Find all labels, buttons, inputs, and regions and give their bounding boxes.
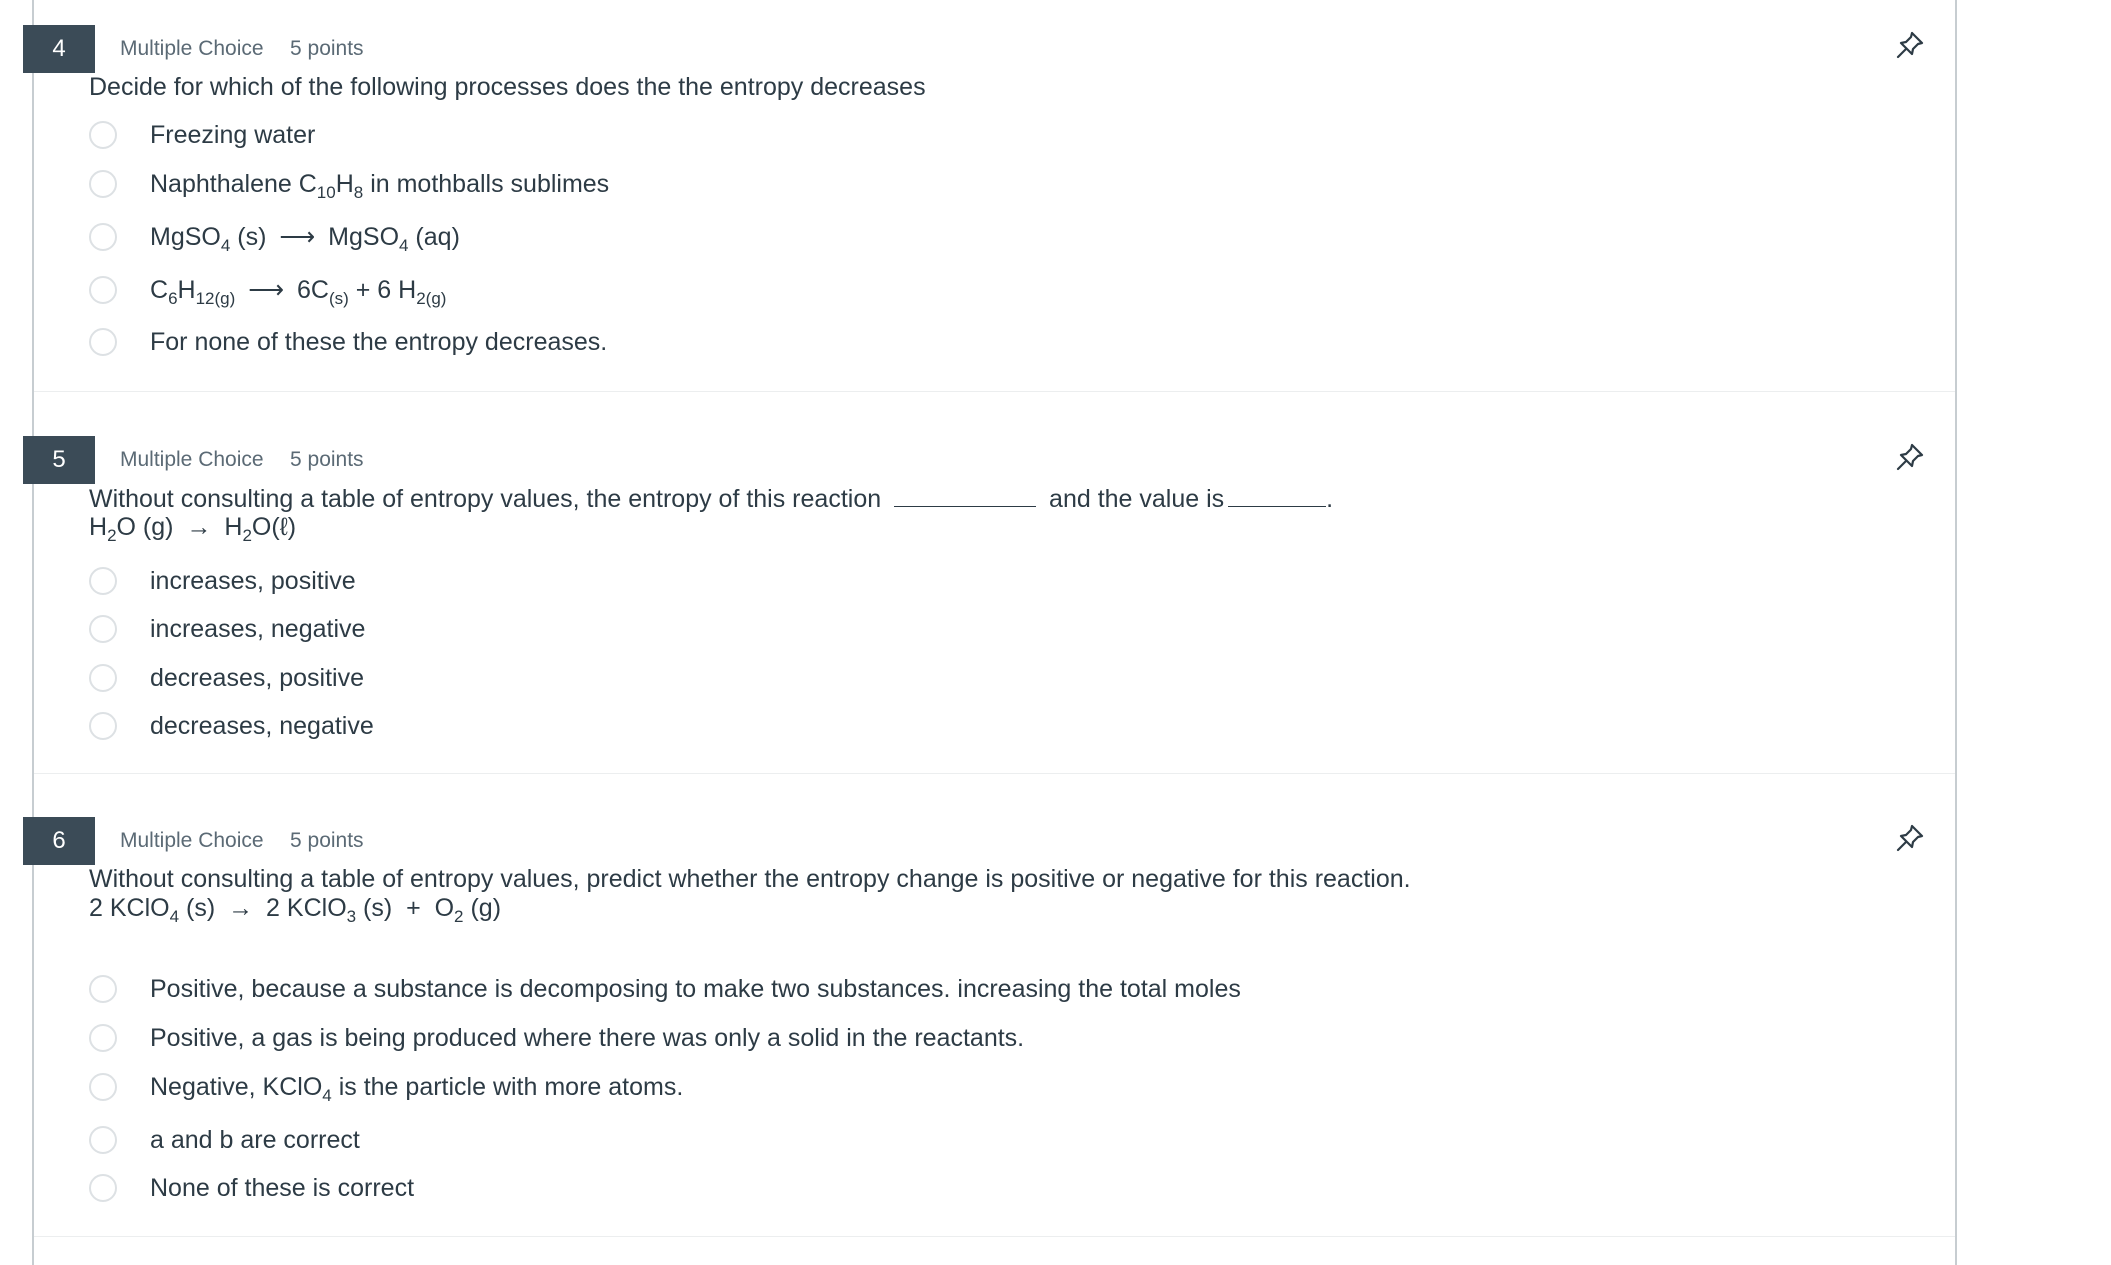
option-label: increases, positive [150,566,356,595]
radio-empty-icon[interactable] [89,615,117,643]
answer-option[interactable] [89,609,1489,649]
option-label: Negative, KClO$_4$ is the particle with more atoms. [150,1072,684,1105]
answer-option[interactable] [89,1067,1489,1107]
answer-blank [1228,484,1326,507]
answer-option[interactable] [89,1168,1489,1208]
question-type: Multiple Choice [120,829,264,852]
option-label: Positive, a gas is being produced where there was only a solid in the reactants. [150,1023,1025,1052]
pin-icon[interactable] [1893,440,1927,474]
radio-empty-icon[interactable] [89,276,117,304]
answer-option[interactable] [89,561,1489,601]
radio-empty-icon[interactable] [89,975,117,1003]
question-points: 5 points [290,448,364,471]
question-points: 5 points [290,829,364,852]
answer-option[interactable] [89,969,1489,1009]
radio-empty-icon[interactable] [89,1024,117,1052]
radio-empty-icon[interactable] [89,1126,117,1154]
reaction-equation: 2 KClO$_4$ (s) → 2 KClO$_3$ $(s) + O_2$ (g) [89,894,502,926]
answer-option[interactable] [89,322,1489,362]
question-type: Multiple Choice [120,448,264,471]
question-divider [34,1236,1955,1237]
question-divider [34,773,1955,774]
question-divider [34,391,1955,392]
option-label: a and b are correct [150,1125,360,1154]
prompt-text: and the value is [1049,485,1225,513]
answer-option[interactable] [89,1120,1489,1160]
prompt-text: Without consulting a table of entropy values, the entropy of this reaction [89,485,882,513]
answer-option[interactable] [89,1018,1489,1058]
option-label: Naphthalene $C_{10}H_8$ in mothballs sublimes [150,169,610,202]
pin-icon[interactable] [1893,821,1927,855]
answer-option[interactable] [89,115,1489,155]
option-label: increases, negative [150,614,366,643]
answer-option[interactable] [89,270,1489,310]
option-label: For none of these the entropy decreases. [150,327,608,356]
question-prompt [89,484,1333,514]
answer-option[interactable] [89,658,1489,698]
radio-empty-icon[interactable] [89,567,117,595]
radio-empty-icon[interactable] [89,121,117,149]
option-label: decreases, positive [150,663,365,692]
question-number: 6 [23,817,95,865]
answer-option[interactable] [89,164,1489,204]
radio-empty-icon[interactable] [89,170,117,198]
question-prompt: Without consulting a table of entropy values, predict whether the entropy change is positive or negative for this reaction. [89,865,1411,893]
answer-option[interactable] [89,217,1489,257]
pin-icon[interactable] [1893,28,1927,62]
answer-blank [894,484,1036,507]
prompt-text: . [1326,485,1334,513]
radio-empty-icon[interactable] [89,328,117,356]
question-points: 5 points [290,37,364,60]
reaction-equation: $H_2O$ $(g) \to H_2O(\ell)$ [89,513,297,545]
answer-option[interactable] [89,706,1489,746]
question-number: 5 [23,436,95,484]
option-label: $C_6H_{12(g)}$ ⟶ $6C_{(s)} + 6$ $H_{2(g)}$ [150,276,447,308]
option-label: MgSO$_4$ (s) ⟶ MgSO$_4$ (aq) [150,223,460,255]
radio-empty-icon[interactable] [89,1073,117,1101]
radio-empty-icon[interactable] [89,664,117,692]
option-label: decreases, negative [150,711,374,740]
question-number: 4 [23,25,95,73]
option-label: None of these is correct [150,1173,415,1202]
question-type: Multiple Choice [120,37,264,60]
option-label: Positive, because a substance is decomposing to make two substances. increasing the total moles [150,974,1241,1003]
radio-empty-icon[interactable] [89,712,117,740]
option-label: Freezing water [150,120,316,149]
radio-empty-icon[interactable] [89,223,117,251]
question-prompt: Decide for which of the following processes does the the entropy decreases [89,73,926,101]
radio-empty-icon[interactable] [89,1174,117,1202]
